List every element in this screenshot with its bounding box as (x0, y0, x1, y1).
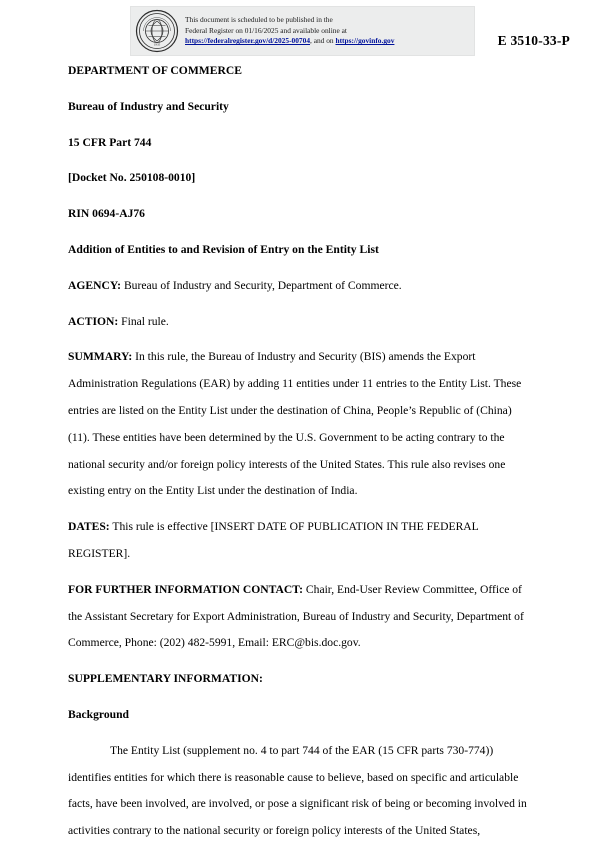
billing-code: E 3510-33-P (497, 33, 570, 48)
notice-mid-text: , and on (310, 36, 334, 46)
dates-text: This rule is effective [INSERT DATE OF PUBLICATION IN THE FEDERAL REGISTER]. (68, 520, 479, 560)
publication-notice-banner (130, 6, 475, 56)
svg-text:1935: 1935 (153, 42, 161, 47)
department-heading: DEPARTMENT OF COMMERCE (68, 64, 242, 77)
cfr-part: 15 CFR Part 744 (68, 135, 152, 149)
document-title: Addition of Entities to and Revision of Entry on the Entity List (68, 242, 379, 256)
notice-line-2: Federal Register on 01/16/2025 and available online at (185, 25, 347, 35)
agency-text: Bureau of Industry and Security, Department of Commerce. (121, 278, 402, 292)
agency-paragraph (68, 273, 534, 300)
document-body (68, 58, 534, 845)
agency-label: AGENCY: (68, 278, 122, 292)
summary-text: In this rule, the Bureau of Industry and Security (BIS) amends the Export Administration Regulations (EAR) by adding 11 entities under 11 entries to the Entity List. These entries are listed on the Entity List under the destination of China, People’s Republic of (China) (11). These entities have been determined by the U.S. Government to be acting contrary to the national security and/or foreign policy interests of the United States. This rule also revises one existing entry on the Entity List under the destination of India. (68, 350, 522, 498)
contact-paragraph (68, 577, 534, 657)
summary-label: SUMMARY: (68, 350, 133, 364)
govinfo-link[interactable]: https://govinfo.gov (335, 36, 395, 46)
federal-register-link[interactable]: https://federalregister.gov/d/2025-00704 (185, 36, 311, 46)
dates-label: DATES: (68, 520, 110, 534)
supplementary-heading: SUPPLEMENTARY INFORMATION: (68, 672, 263, 686)
notice-line-3 (185, 36, 470, 47)
notice-line-1: This document is scheduled to be published in the (185, 15, 333, 25)
contact-text: Chair, End-User Review Committee, Office of the Assistant Secretary for Export Administration, Bureau of Industry and Security, Department of Commerce, Phone: (202) 482-5991, Email: ERC@bis.doc.gov. (68, 582, 524, 650)
action-paragraph (68, 309, 534, 336)
contact-label: FOR FURTHER INFORMATION CONTACT: (68, 582, 304, 596)
dates-paragraph (68, 514, 534, 568)
background-paragraph: The Entity List (supplement no. 4 to part 744 of the EAR (15 CFR parts 730-774)) identifies entities for which there is reasonable cause to believe, based on specific and articulable facts, have been involved, are involved, or pose a significant risk of being or becoming involved in activities contrary to the national security or foreign policy interests of the United States, (68, 743, 527, 838)
summary-paragraph (68, 344, 534, 505)
bureau-heading: Bureau of Industry and Security (68, 99, 229, 113)
action-label: ACTION: (68, 314, 119, 328)
docket-number: [Docket No. 250108-0010] (68, 171, 196, 185)
background-heading: Background (68, 707, 129, 721)
rin-number: RIN 0694-AJ76 (68, 207, 145, 221)
action-text: Final rule. (118, 314, 169, 328)
federal-register-seal-icon (135, 9, 179, 53)
publication-notice-text (179, 15, 474, 47)
